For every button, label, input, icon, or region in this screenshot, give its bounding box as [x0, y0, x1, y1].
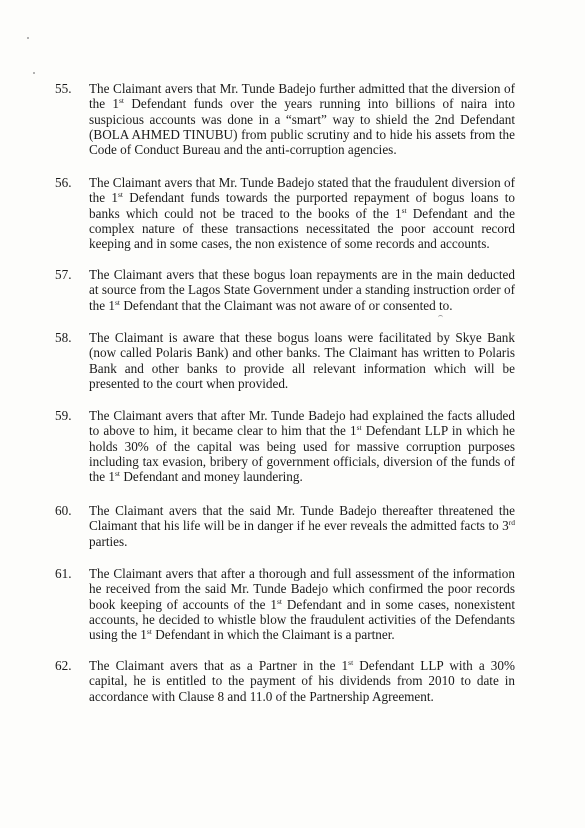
paragraph-text: The Claimant avers that after a thorough and full assessment of the information he received from the said Mr. Tunde Badejo which confirmed the poor records book keeping of accounts of the 1st Defendant and in some cases, nonexistent accounts, he decided to whistle blow the fraudulent activities of the Defendants using the 1st Defendant in which the Claimant is a partner. — [89, 566, 515, 643]
paragraph-60 — [55, 503, 515, 549]
paragraph-text: The Claimant avers that Mr. Tunde Badejo stated that the fraudulent diversion of the 1st Defendant funds towards the purported repayment of bogus loans to banks which could not be traced to the books of the 1st Defendant and the complex nature of these transactions necessitated the poor account record keeping and in some cases, the non existence of some records and accounts. — [89, 175, 515, 252]
paragraph-56 — [55, 175, 515, 251]
scan-mark — [438, 315, 443, 320]
paragraph-61 — [55, 566, 515, 642]
paragraph-59 — [55, 408, 515, 484]
paragraph-number: 55. — [55, 81, 72, 96]
paragraph-text: The Claimant avers that Mr. Tunde Badejo further admitted that the diversion of the 1st Defendant funds over the years running into billions of naira into suspicious accounts was done in a “smart” way to shield the 2nd Defendant (BOLA AHMED TINUBU) from public scrutiny and to hide his assets from the Code of Conduct Bureau and the anti-corruption agencies. — [89, 81, 515, 158]
paragraph-text: The Claimant avers that after Mr. Tunde Badejo had explained the facts alluded to above to him, it became clear to him that the 1st Defendant LLP in which he holds 30% of the capital was being used for massive corruption purposes including tax evasion, bribery of government officials, diversion of the funds of the 1st Defendant and money laundering. — [89, 408, 515, 485]
paragraph-number: 59. — [55, 408, 72, 423]
paragraph-57 — [55, 267, 515, 313]
paragraph-text: The Claimant avers that as a Partner in the 1st Defendant LLP with a 30% capital, he is entitled to the payment of his dividends from 2010 to date in accordance with Clause 8 and 11.0 of the Partnership Agreement. — [89, 658, 515, 704]
paragraph-text: The Claimant avers that these bogus loan repayments are in the main deducted at source from the Lagos State Government under a standing instruction order of the 1st Defendant that the Claimant was not aware of or consented to. — [89, 267, 515, 313]
scan-speck — [27, 37, 29, 39]
paragraph-58 — [55, 330, 515, 391]
scan-speck — [33, 72, 35, 74]
paragraph-number: 56. — [55, 175, 72, 190]
paragraph-number: 62. — [55, 658, 72, 673]
paragraph-number: 57. — [55, 267, 72, 282]
paragraph-text: The Claimant is aware that these bogus loans were facilitated by Skye Bank (now called Polaris Bank) and other banks. The Claimant has written to Polaris Bank and other banks to provide all relevant information which will be presented to the court when provided. — [89, 330, 515, 391]
paragraph-number: 58. — [55, 330, 72, 345]
paragraph-number: 60. — [55, 503, 72, 518]
paragraph-62 — [55, 658, 515, 704]
paragraph-55 — [55, 81, 515, 157]
paragraph-number: 61. — [55, 566, 72, 581]
paragraph-text: The Claimant avers that the said Mr. Tunde Badejo thereafter threatened the Claimant that his life will be in danger if he ever reveals the admitted facts to 3rd parties. — [89, 503, 515, 549]
